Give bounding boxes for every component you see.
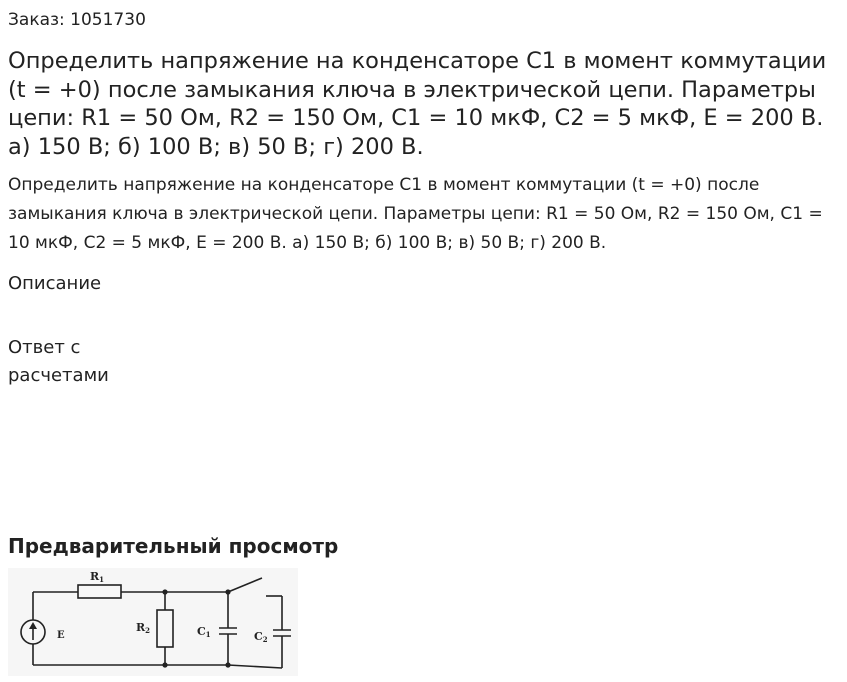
resistor-r2 <box>157 610 173 647</box>
node <box>162 662 167 667</box>
resistor-r1 <box>78 585 121 598</box>
label-e: E <box>57 630 65 641</box>
description-heading: Описание <box>8 273 102 294</box>
answer-label: Ответ с расчетами <box>8 337 109 386</box>
source-arrow-head <box>29 622 37 629</box>
label-c1: C1 <box>197 625 211 639</box>
switch[interactable] <box>228 578 262 592</box>
label-r1: R1 <box>90 570 105 584</box>
circuit-preview-image <box>8 568 298 676</box>
node <box>162 589 167 594</box>
circuit-diagram <box>8 568 298 676</box>
preview-heading: Предварительный просмотр <box>8 534 339 558</box>
order-number: Заказ: 1051730 <box>8 10 146 30</box>
node <box>225 589 230 594</box>
node <box>225 662 230 667</box>
label-c2: C2 <box>254 630 268 644</box>
task-description: Определить напряжение на конденсаторе С1 в момент коммутации (t = +0) после замыкания ключа в электрической цепи. Параметры цепи: R1 = 50 Ом, R2 = 150 Ом, С1 = 10 мкФ, С2 = 5 мкФ, Е = 200 В. а) 150 В; б) 100 В; в) 50 В; г) 200 В. <box>8 175 823 253</box>
wire <box>228 665 282 668</box>
label-r2: R2 <box>136 621 151 635</box>
page-title: Определить напряжение на конденсаторе С1 в момент коммутации (t = +0) после замыкания ключа в электрической цепи. Параметры цепи: R1 = 50 Ом, R2 = 150 Ом, С1 = 10 мкФ, С2 = 5 мкФ, Е = 200 В. а) 150 В; б) 100 В; в) 50 В; г) 200 В. <box>8 48 827 160</box>
